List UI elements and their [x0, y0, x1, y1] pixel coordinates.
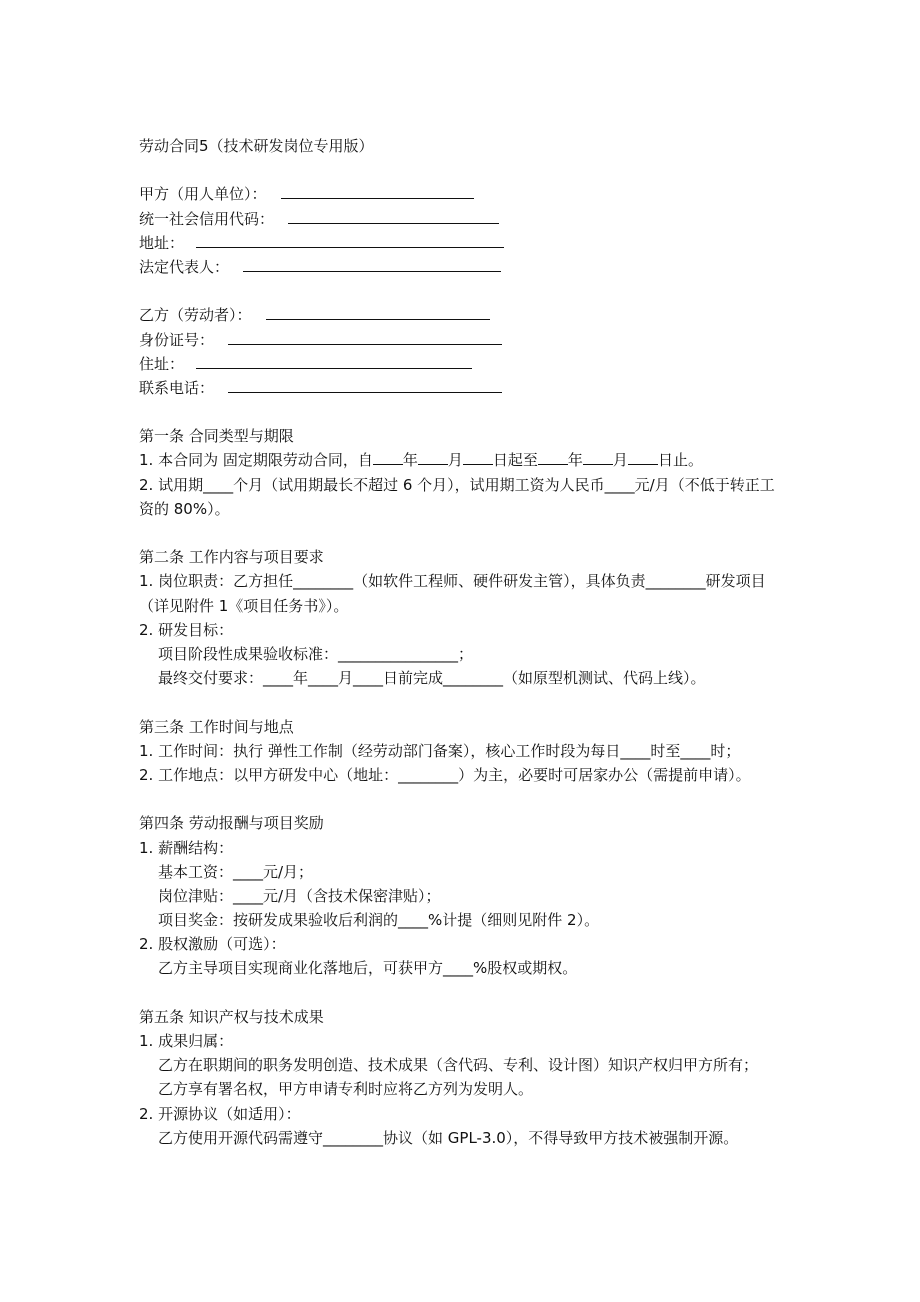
- party-a-name-blank[interactable]: [281, 182, 474, 199]
- party-b-name-row: [139, 303, 784, 327]
- article-1-heading: 第一条 合同类型与期限: [139, 427, 294, 446]
- party-a-legal-rep-row: [139, 255, 784, 279]
- article-1-clause-1: [139, 448, 784, 472]
- article-3-clause-1: 1. 工作时间：执行 弹性工作制（经劳动部门备案），核心工作时段为每日____时至____时；: [139, 741, 741, 760]
- a1-l1-year: 年: [402, 451, 418, 470]
- article-5-clause-1: 1. 成果归属：: [139, 1032, 234, 1051]
- article-2-clause-2-b: 最终交付要求：____年____月____日前完成________（如原型机测试、代码上线）。: [158, 669, 706, 688]
- party-a-legal-rep-label: 法定代表人：: [139, 257, 230, 276]
- article-2-clause-1: 1. 岗位职责：乙方担任________（如软件工程师、硬件研发主管），具体负责________研发项目（详见附件 1《项目任务书》）。: [139, 572, 766, 615]
- party-b-phone-row: [139, 376, 784, 400]
- party-b-residence-row: [139, 352, 784, 376]
- a1-l1-text-start: 1. 本合同为 固定期限劳动合同，自: [139, 451, 373, 470]
- a1-l1-end: 日止。: [657, 451, 703, 470]
- party-a-name-row: [139, 182, 784, 206]
- end-day-blank[interactable]: [628, 448, 658, 465]
- start-year-blank[interactable]: [373, 448, 403, 465]
- party-a-name-label: 甲方（用人单位）：: [139, 185, 267, 204]
- document-title: 劳动合同5（技术研发岗位专用版）: [139, 137, 374, 155]
- party-b-id-row: [139, 328, 784, 352]
- party-a-credit-code-label: 统一社会信用代码：: [139, 209, 275, 228]
- party-a-address-label: 地址：: [139, 233, 185, 252]
- party-b-residence-blank[interactable]: [196, 352, 472, 369]
- party-a-address-blank[interactable]: [196, 231, 504, 248]
- article-3-heading: 第三条 工作时间与地点: [139, 717, 294, 736]
- party-a-credit-code-row: [139, 207, 784, 231]
- contract-body: [139, 134, 784, 1150]
- article-5-ownership: 乙方在职期间的职务发明创造、技术成果（含代码、专利、设计图）知识产权归甲方所有；: [158, 1056, 759, 1075]
- article-4-base-salary: 基本工资：____元/月；: [158, 862, 314, 881]
- article-4-allowance: 岗位津贴：____元/月（含技术保密津贴）；: [158, 886, 441, 905]
- party-b-residence-label: 住址：: [139, 354, 185, 373]
- article-3-clause-2: 2. 工作地点：以甲方研发中心（地址：________）为主，必要时可居家办公（需提前申请）。: [139, 765, 751, 784]
- a1-l1-day-to: 日起至: [492, 451, 538, 470]
- party-b-id-blank[interactable]: [228, 328, 502, 345]
- party-b-phone-label: 联系电话：: [139, 378, 215, 397]
- party-a-credit-code-blank[interactable]: [288, 207, 499, 224]
- start-day-blank[interactable]: [463, 448, 493, 465]
- party-b-id-label: 身份证号：: [139, 330, 215, 349]
- article-4-heading: 第四条 劳动报酬与项目奖励: [139, 814, 324, 833]
- article-4-equity: 乙方主导项目实现商业化落地后，可获甲方____%股权或期权。: [158, 959, 578, 978]
- a1-l1-month-2: 月: [612, 451, 628, 470]
- article-4-bonus: 项目奖金：按研发成果验收后利润的____%计提（细则见附件 2）。: [158, 911, 600, 930]
- article-5-heading: 第五条 知识产权与技术成果: [139, 1007, 324, 1026]
- article-4-clause-1: 1. 薪酬结构：: [139, 838, 234, 857]
- article-5-clause-2: 2. 开源协议（如适用）：: [139, 1104, 301, 1123]
- party-a-legal-rep-blank[interactable]: [243, 255, 501, 272]
- party-b-name-label: 乙方（劳动者）：: [139, 306, 252, 325]
- party-b-phone-blank[interactable]: [228, 376, 502, 393]
- a1-l1-year-2: 年: [567, 451, 583, 470]
- start-month-blank[interactable]: [418, 448, 448, 465]
- a1-l1-month: 月: [447, 451, 463, 470]
- end-year-blank[interactable]: [538, 448, 568, 465]
- article-4-clause-2: 2. 股权激励（可选）：: [139, 935, 286, 954]
- article-2-clause-2: 2. 研发目标：: [139, 620, 234, 639]
- article-1-clause-2: 2. 试用期____个月（试用期最长不超过 6 个月），试用期工资为人民币____元/月（不低于转正工资的 80%）。: [139, 475, 775, 518]
- article-5-attribution: 乙方享有署名权，甲方申请专利时应将乙方列为发明人。: [158, 1080, 534, 1099]
- party-a-address-row: [139, 231, 784, 255]
- article-2-clause-2-a: 项目阶段性成果验收标准：________________；: [158, 645, 474, 663]
- end-month-blank[interactable]: [583, 448, 613, 465]
- party-b-name-blank[interactable]: [266, 303, 490, 320]
- article-5-open-source: 乙方使用开源代码需遵守________协议（如 GPL-3.0），不得导致甲方技术被强制开源。: [158, 1128, 739, 1147]
- article-2-heading: 第二条 工作内容与项目要求: [139, 548, 324, 567]
